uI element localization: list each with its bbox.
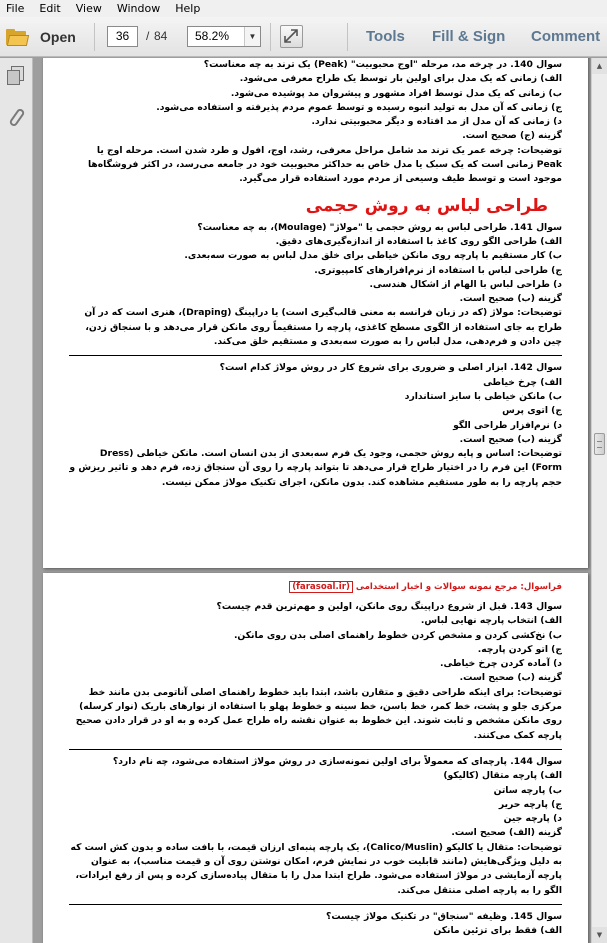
explanation: توضیحات: متقال یا کالیکو (Calico/Muslin)، یک پارچه پنبه‌ای ارزان قیمت، با بافت ساده و بدون کش است که به دلیل ویژگی‌هایش (مانند قابلیت خوب در نمایش فرم، امکان نوشتن روی آن و قیمت مناسب)، به عنوان پارچه آزمایشی در مولاژ استفاده می‌شود. طراح ابتدا مدل را با متقال پیاده‌سازی کرده و پس از رفع ایرادات، الگو را به پارچه اصلی منتقل می‌کند.	[70, 841, 562, 896]
option-line: ب) پارچه ساتن	[493, 784, 562, 796]
pages-icon[interactable]	[7, 66, 26, 85]
answer-line: گزینه (الف) صحیح است.	[451, 827, 562, 839]
explanation: توضیحات: برای اینکه طراحی دقیق و متقارن باشد، ابتدا باید خطوط راهنمای اصلی آناتومی بدن مانند خط مرکزی جلو و پشت، خط کمر، خط باسن، خط سینه و خطوط پهلو با استفاده از نوارهای باریک (نوار کرسله) روی مانکن مشخص و ثابت شوند. این خطوط به عنوان نقشه راه طراح عمل کرده و به او در قرار دادن صحیح پارچه کمک می‌کنند.	[75, 686, 562, 741]
page-separator: /	[146, 29, 150, 43]
option-line: د) آماده کردن چرخ خیاطی.	[440, 658, 562, 670]
menu-view[interactable]: View	[75, 2, 102, 15]
pdf-page	[43, 573, 588, 943]
question-144	[69, 755, 562, 898]
question-140	[69, 58, 562, 187]
attachment-icon[interactable]	[7, 108, 26, 127]
option-line: ب) مانکن خیاطی با سایز استاندارد	[404, 390, 562, 402]
explanation: توضیحات: چرخه عمر یک ترند مد شامل مراحل معرفی، رشد، اوج، افول و طرد شدن است. مرحله اوج یا Peak زمانی است که یک سبک یا مدل خاص به حداکثر محبوبیت خود در جامعه می‌رسد، در اکثر فروشگاه‌ها موجود است و توسط طیف وسیعی از مردم مورد استفاده قرار می‌گیرد.	[87, 144, 562, 185]
option-line: الف) زمانی که یک مدل برای اولین بار توسط یک طراح معرفی می‌شود.	[239, 73, 562, 85]
zoom-value: 58.2%	[195, 29, 230, 43]
option-line: ب) نخ‌کشی کردن و مشخص کردن خطوط راهنمای اصلی بدن روی مانکن.	[233, 629, 562, 641]
question-line: سوال 140. در چرخه مد، مرحله "اوج محبوبیت" (Peak) یک ترند به چه معناست؟	[203, 59, 562, 70]
answer-line: گزینه (ج) صحیح است.	[462, 130, 562, 142]
expand-icon	[281, 26, 302, 47]
folder-icon	[6, 29, 28, 46]
option-line: ج) طراحی لباس با استفاده از نرم‌افزارهای کامپیوتری.	[314, 264, 562, 276]
pdf-page	[43, 58, 588, 568]
question-143	[69, 600, 562, 743]
comment-button[interactable]: Comment	[531, 28, 601, 45]
option-line: الف) انتخاب پارچه نهایی لباس.	[420, 615, 562, 627]
question-142	[69, 361, 562, 490]
menu-edit[interactable]: Edit	[39, 2, 61, 15]
answer-line: گزینه (ب) صحیح است.	[459, 433, 562, 445]
menu-file[interactable]: File	[6, 2, 25, 15]
page-content	[69, 581, 562, 943]
divider	[69, 904, 562, 905]
answer-line: گزینه (ب) صحیح است.	[459, 293, 562, 305]
option-line: ب) زمانی که یک مدل توسط افراد مشهور و پیشروان مد پوشیده می‌شود.	[230, 87, 562, 99]
page-number-input[interactable]: 36	[107, 26, 138, 47]
menu-bar	[0, 0, 607, 17]
navigation-panel	[0, 58, 33, 943]
option-line: د) نرم‌افزار طراحی الگو	[453, 419, 562, 431]
ad-site-link[interactable]: (farasoal.ir)	[289, 581, 353, 593]
page-content	[69, 58, 562, 496]
option-line: ج) اتوی پرس	[502, 405, 562, 417]
option-line: ج) پارچه حریر	[498, 798, 562, 810]
option-line: الف) طراحی الگو روی کاغذ با استفاده از اندازه‌گیری‌های دقیق.	[275, 235, 562, 247]
option-line: الف) فقط برای تزئین مانکن	[433, 925, 562, 937]
zoom-select[interactable]	[187, 26, 261, 47]
toolbar	[0, 17, 607, 57]
question-141	[69, 221, 562, 350]
vertical-scrollbar[interactable]	[591, 58, 607, 943]
option-line: د) زمانی که آن مدل از مد افتاده و دیگر محبوبیتی ندارد.	[311, 116, 562, 128]
fill-sign-button[interactable]: Fill & Sign	[432, 28, 506, 45]
scrollbar-thumb[interactable]	[594, 433, 605, 455]
scroll-up-icon[interactable]: ▲	[592, 58, 607, 74]
question-145	[69, 910, 562, 939]
option-line: ب) کار مستقیم با پارچه روی مانکن خیاطی برای خلق مدل لباس به صورت سه‌بعدی.	[184, 250, 562, 262]
option-line: د) پارچه جین	[503, 813, 562, 825]
open-label: Open	[40, 29, 76, 45]
question-line: سوال 145. وظیفه "سنجاق" در تکنیک مولاژ چیست؟	[326, 910, 562, 922]
menu-help[interactable]: Help	[175, 2, 201, 15]
tools-button[interactable]: Tools	[366, 28, 405, 45]
explanation: توضیحات: اساس و پایه روش حجمی، وجود یک فرم سه‌بعدی از بدن انسان است. مانکن خیاطی (Dress Form) این فرم را در اختیار طراح قرار می‌دهد تا بتواند پارچه را روی آن سنجاق زده، فرم دهد و تاثیر ریزش و حجم پارچه را به طور مستقیم مشاهده کند. بدون مانکن، اجرای تکنیک مولاژ ممکن نیست.	[69, 448, 562, 488]
question-line: سوال 143. قبل از شروع دراپینگ روی مانکن، اولین و مهم‌ترین قدم چیست؟	[216, 601, 562, 612]
toolbar-divider	[270, 23, 271, 51]
toolbar-divider	[347, 23, 348, 51]
ad-banner	[69, 581, 562, 594]
option-line: الف) پارچه متقال (کالیکو)	[443, 770, 562, 782]
option-line: الف) چرخ خیاطی	[483, 376, 562, 388]
ad-text: فراسوال: مرجع نمونه سوالات و اخبار استخدامی	[355, 582, 562, 592]
scroll-down-icon[interactable]: ▼	[592, 927, 607, 943]
divider	[69, 355, 562, 356]
page-total: 84	[154, 29, 168, 43]
fit-page-button[interactable]	[280, 25, 303, 48]
question-line: سوال 141. طراحی لباس به روش حجمی یا "مولاژ" (Moulage)، به چه معناست؟	[197, 221, 562, 233]
question-line: سوال 144. پارچه‌ای که معمولاً برای اولین نمونه‌سازی در روش مولاژ استفاده می‌شود، چه نام دارد؟	[112, 755, 562, 767]
answer-line: گزینه (ب) صحیح است.	[459, 672, 562, 684]
option-line: ج) اتو کردن پارچه.	[477, 643, 562, 655]
divider	[69, 749, 562, 750]
option-line: ج) زمانی که آن مدل به تولید انبوه رسیده و توسط عموم مردم پذیرفته و استفاده می‌شود.	[156, 101, 562, 113]
section-heading: طراحی لباس به روش حجمی	[305, 195, 548, 216]
explanation: توضیحات: مولاژ (که در زبان فرانسه به معنی قالب‌گیری است) یا دراپینگ (Draping)، هنری است که در آن طراح به جای استفاده از الگوی مسطح کاغذی، پارچه را مستقیماً روی مانکن قرار می‌دهد و با سنجاق زدن، چین دادن و فرم‌دهی، مدل لباس را به صورت سه‌بعدی و مستقیم خلق می‌کند.	[84, 307, 562, 348]
menu-window[interactable]: Window	[116, 2, 161, 15]
question-line: سوال 142. ابزار اصلی و ضروری برای شروع کار در روش مولاژ کدام است؟	[219, 362, 562, 374]
option-line: د) طراحی لباس با الهام از اشکال هندسی.	[369, 278, 562, 290]
chevron-down-icon[interactable]: ▼	[244, 27, 260, 46]
toolbar-divider	[94, 23, 95, 51]
open-button[interactable]	[6, 25, 76, 49]
document-view[interactable]	[34, 58, 591, 943]
